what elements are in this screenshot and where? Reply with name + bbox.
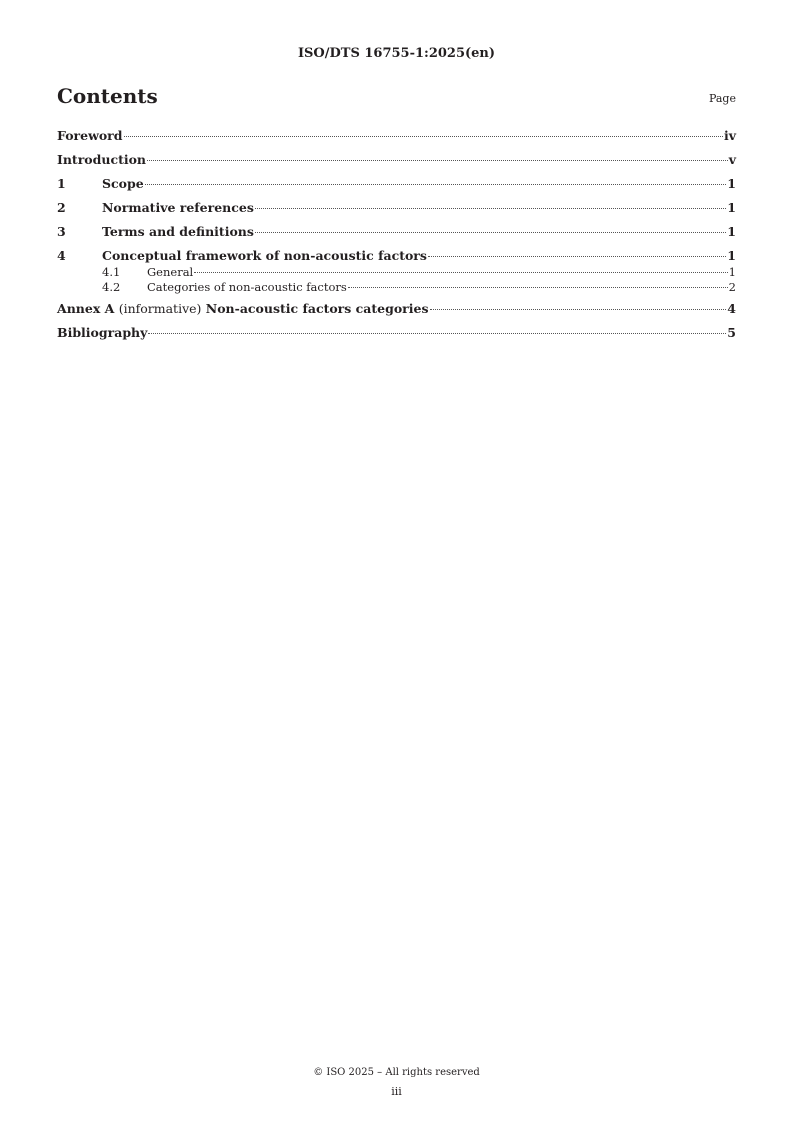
- toc-entry-page: 1: [728, 265, 736, 279]
- dot-leader: [348, 286, 728, 288]
- page-column-label: Page: [708, 92, 736, 105]
- toc-entry-number: 4.1: [102, 265, 121, 279]
- dot-leader: [124, 135, 723, 137]
- toc-entry-page: 1: [727, 200, 736, 215]
- toc-entry-page: 5: [727, 325, 736, 340]
- annex-qualifier: (informative): [118, 301, 202, 316]
- toc-entry-number: 2: [57, 200, 66, 215]
- dot-leader: [147, 159, 728, 161]
- toc-entry-page: 1: [727, 248, 736, 263]
- toc-entry-scope[interactable]: [57, 176, 736, 200]
- toc-entry-foreword[interactable]: [57, 128, 736, 152]
- toc-entry-title: Scope: [102, 176, 144, 191]
- toc-entry-introduction[interactable]: [57, 152, 736, 176]
- toc-entry-number: 4: [57, 248, 66, 263]
- dot-leader: [255, 207, 726, 209]
- page-title: Contents: [57, 84, 158, 108]
- annex-label: Annex A: [57, 301, 115, 316]
- footer-page-number: iii: [391, 1085, 402, 1098]
- toc-entry-terms-definitions[interactable]: [57, 224, 736, 248]
- toc-entry-number: 1: [57, 176, 66, 191]
- toc-entry-title: Terms and definitions: [102, 224, 254, 239]
- dot-leader: [255, 231, 726, 233]
- document-id: ISO/DTS 16755-1:2025(en): [297, 46, 496, 61]
- dot-leader: [145, 183, 727, 185]
- toc-entry-annex-a[interactable]: [57, 301, 736, 325]
- toc-entry-title: Conceptual framework of non-acoustic factors: [102, 248, 427, 263]
- dot-leader: [148, 332, 726, 334]
- toc-entry-title: General: [147, 265, 194, 279]
- toc-entry-page: v: [728, 152, 736, 167]
- toc-entry-title: Bibliography: [57, 325, 148, 340]
- toc-entry-page: 2: [728, 280, 736, 294]
- toc-entry-page: 1: [727, 224, 736, 239]
- annex-title: Non-acoustic factors categories: [205, 301, 429, 316]
- toc-entry-number: 4.2: [102, 280, 121, 294]
- toc-entry-title: Categories of non-acoustic factors: [147, 280, 347, 294]
- table-of-contents: [57, 128, 736, 349]
- footer-copyright: © ISO 2025 – All rights reserved: [313, 1067, 480, 1078]
- toc-entry-bibliography[interactable]: [57, 325, 736, 349]
- toc-entry-number: 3: [57, 224, 66, 239]
- dot-leader: [430, 308, 727, 310]
- toc-entry-title: Foreword: [57, 128, 123, 143]
- toc-entry-page: 4: [727, 301, 736, 316]
- toc-entry-title: Introduction: [57, 152, 147, 167]
- toc-subentry-general[interactable]: [57, 265, 736, 280]
- toc-subentry-categories[interactable]: [57, 280, 736, 295]
- dot-leader: [194, 271, 727, 273]
- toc-entry-title: [57, 301, 429, 316]
- toc-entry-page: 1: [727, 176, 736, 191]
- toc-entry-page: iv: [723, 128, 736, 143]
- toc-entry-title: Normative references: [102, 200, 254, 215]
- toc-entry-normative-references[interactable]: [57, 200, 736, 224]
- dot-leader: [428, 255, 726, 257]
